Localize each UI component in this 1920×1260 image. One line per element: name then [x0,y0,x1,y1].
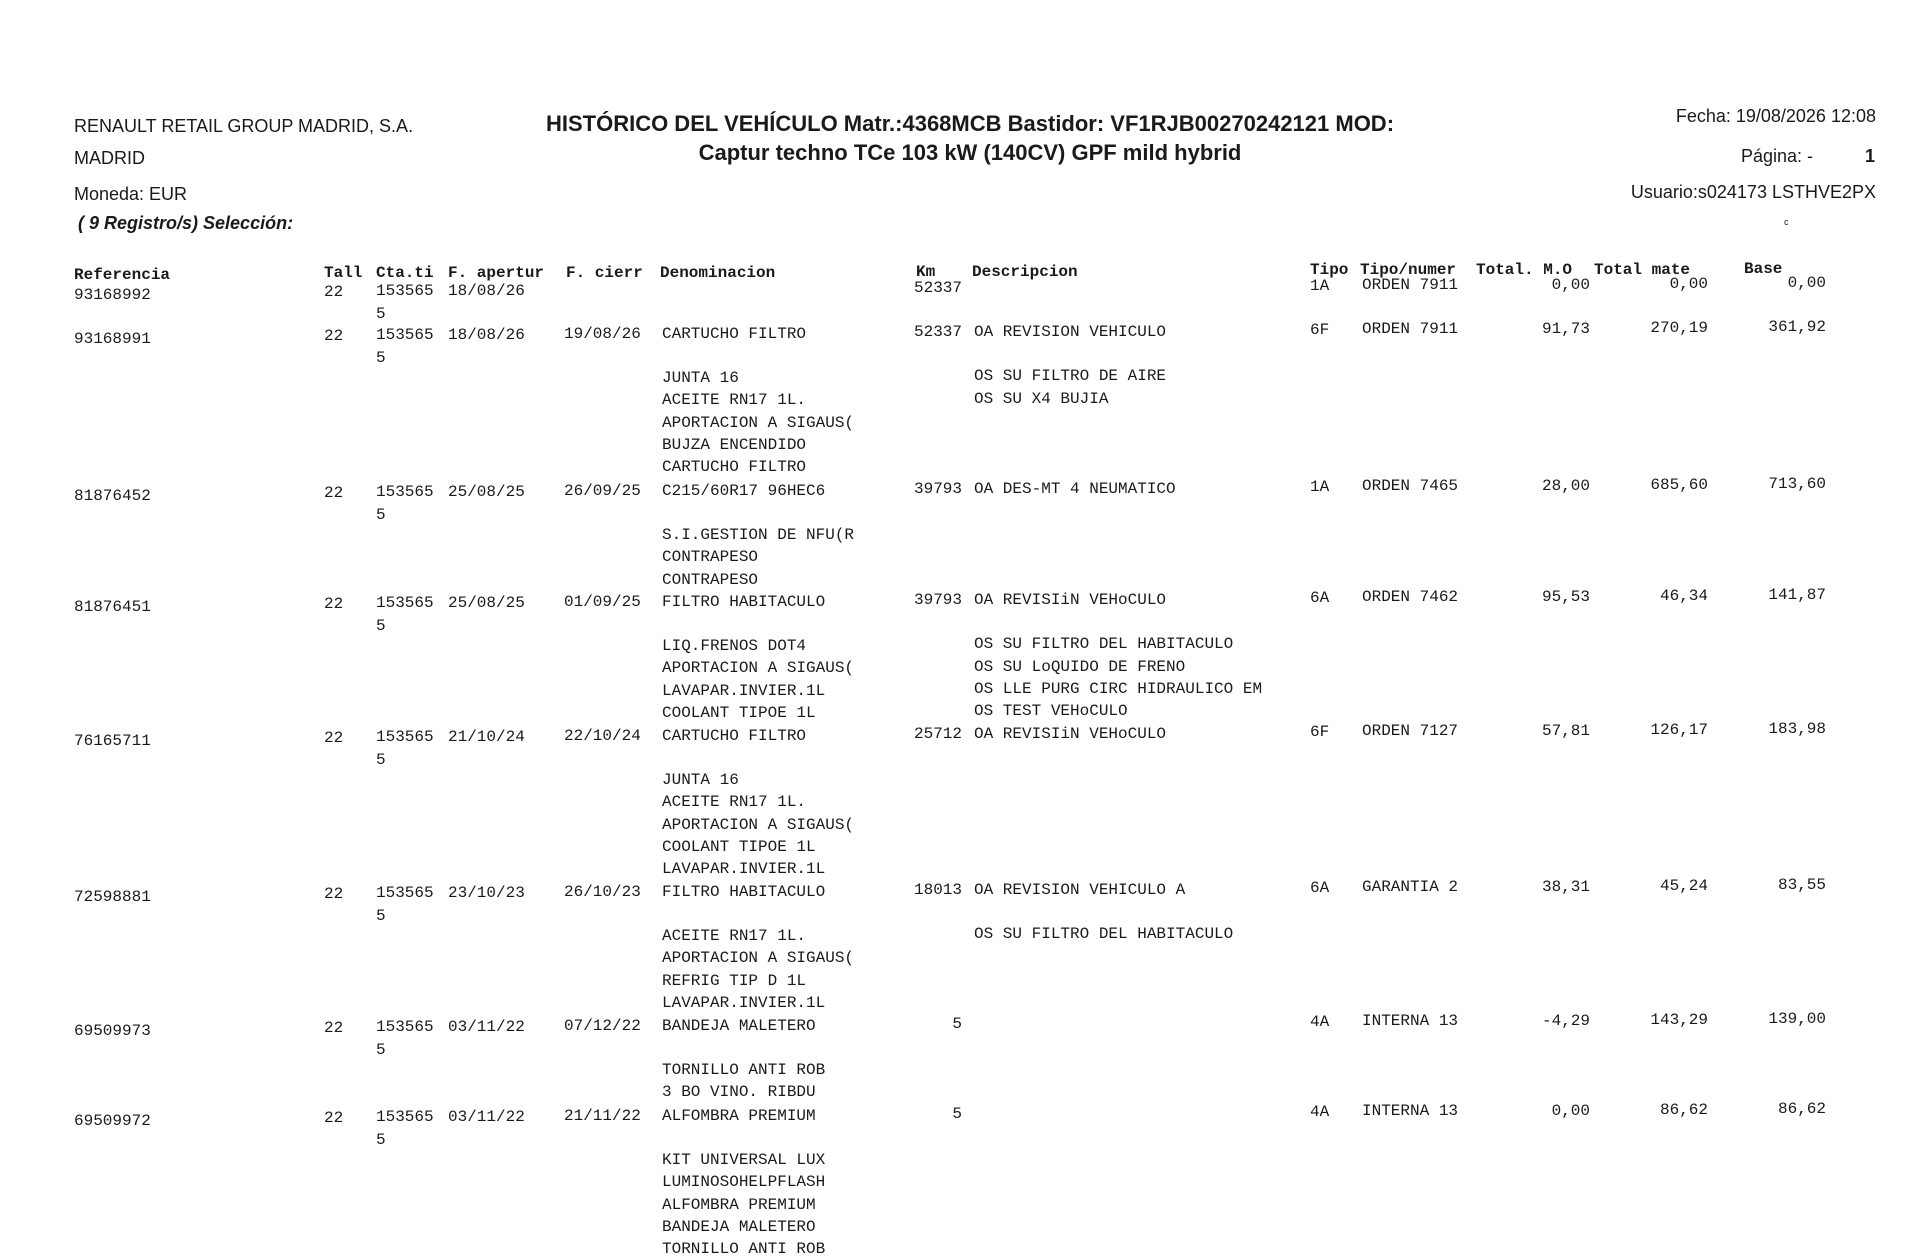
record-reference: 72598881 [74,888,151,906]
record-open-date: 03/11/22 [448,1107,525,1126]
record-item: APORTACION A SIGAUS( [662,815,855,834]
record-close-date: 19/08/26 [564,325,641,344]
record-item: BANDEJA MALETERO [662,1016,816,1035]
record-reference: 76165711 [74,732,151,750]
record-order: ORDEN 7911 [1362,320,1459,339]
record-km: 52337 [913,323,962,341]
record-description: OS TEST VEHoCULO [974,702,1128,721]
record-account: 153565 [376,483,434,502]
record-item: 3 BO VINO. RIBDU [662,1083,816,1102]
record-item: BUJZA ENCENDIDO [662,436,807,454]
record-item: APORTACION A SIGAUS( [662,949,855,968]
record-account: 153565 [376,884,434,903]
record-order: GARANTIA 2 [1362,878,1459,897]
record-material-total: 46,34 [1659,587,1708,605]
user-id: Usuario:s024173 LSTHVE2PX [1630,182,1876,202]
record-account: 153565 [376,326,434,345]
record-description: OA REVISION VEHICULO [974,322,1167,341]
record-account: 153565 [376,282,434,301]
record-item: LAVAPAR.INVIER.1L [662,860,826,879]
record-km: 25712 [913,725,962,743]
record-item: CONTRAPESO [662,548,759,567]
record-material-total: 685,60 [1650,476,1708,494]
record-item: BANDEJA MALETERO [662,1218,816,1236]
record-item: CARTUCHO FILTRO [662,324,807,343]
document-title: HISTÓRICO DEL VEHÍCULO Matr.:4368MCB Bastidor: VF1RJB00270242121 MOD: [545,111,1395,136]
record-item: KIT UNIVERSAL LUX [662,1151,826,1170]
record-material-total: 126,17 [1650,721,1708,739]
record-order: INTERNA 13 [1362,1102,1459,1121]
record-item: COOLANT TIPOE 1L [662,704,816,722]
record-workshop: 22 [324,884,344,903]
record-account: 153565 [376,1108,434,1127]
record-type: 1A [1310,276,1330,295]
record-order: INTERNA 13 [1362,1012,1459,1031]
record-account-suffix: 5 [376,1040,386,1059]
record-material-total: 0,00 [1669,275,1708,293]
record-account: 153565 [376,728,434,747]
record-close-date: 21/11/22 [564,1107,641,1126]
col-referencia: Referencia [74,266,171,284]
record-item: FILTRO HABITACULO [662,592,826,611]
record-account-suffix: 5 [376,906,386,925]
record-account-suffix: 5 [376,750,386,769]
record-account-suffix: 5 [376,1130,386,1149]
record-item: CARTUCHO FILTRO [662,726,807,745]
col-totalmate: Total mate [1594,261,1691,279]
record-item: REFRIG TIP D 1L [662,971,807,990]
record-item: APORTACION A SIGAUS( [662,413,855,432]
record-base: 86,62 [1777,1100,1826,1119]
record-order: ORDEN 7462 [1362,588,1459,607]
record-type: 4A [1310,1102,1330,1121]
record-item: CONTRAPESO [662,570,759,589]
record-close-date: 01/09/25 [564,593,641,612]
record-description: OS SU FILTRO DEL HABITACULO [974,635,1234,654]
record-labour-total: 0,00 [1551,275,1590,294]
record-base: 713,60 [1768,475,1826,494]
record-item: ACEITE RN17 1L. [662,927,807,946]
record-base: 361,92 [1768,318,1826,337]
col-totalmo: Total. M.O [1476,261,1573,279]
record-reference: 81876451 [74,598,151,616]
record-description: OS LLE PURG CIRC HIDRAULICO EM [974,679,1263,698]
record-type: 6F [1310,320,1330,339]
col-ctati: Cta.ti [376,264,434,282]
record-description: OA DES-MT 4 NEUMATICO [974,479,1176,498]
record-open-date: 18/08/26 [448,281,525,300]
record-labour-total: -4,29 [1541,1011,1590,1030]
record-reference: 93168991 [74,330,151,348]
record-open-date: 21/10/24 [448,727,525,746]
record-account-suffix: 5 [376,348,386,367]
record-type: 6A [1310,588,1330,607]
record-base: 0,00 [1787,274,1826,293]
record-item: LAVAPAR.INVIER.1L [662,994,826,1012]
record-open-date: 03/11/22 [448,1017,525,1036]
record-labour-total: 91,73 [1541,319,1590,338]
record-close-date: 26/10/23 [564,883,641,902]
record-base: 139,00 [1768,1010,1826,1029]
record-labour-total: 57,81 [1541,721,1590,740]
company-name: RENAULT RETAIL GROUP MADRID, S.A. [74,116,414,136]
record-account: 153565 [376,594,434,613]
record-account-suffix: 5 [376,616,386,635]
record-description: OS SU FILTRO DEL HABITACULO [974,925,1234,944]
record-item: TORNILLO ANTI ROB [662,1061,826,1080]
record-km: 5 [952,1015,962,1033]
record-account-suffix: 5 [376,304,386,323]
col-tipo: Tipo [1310,261,1349,279]
record-item: ACEITE RN17 1L. [662,391,807,410]
page-label: Página: - [1741,146,1814,166]
record-workshop: 22 [324,483,344,502]
record-item: JUNTA 16 [662,771,739,790]
record-reference: 93168992 [74,286,151,304]
record-account: 153565 [376,1018,434,1037]
col-descripcion: Descripcion [972,263,1078,281]
record-km: 52337 [913,279,962,297]
currency: Moneda: EUR [74,184,188,204]
record-material-total: 270,19 [1650,319,1708,337]
record-workshop: 22 [324,594,344,613]
record-item: LUMINOSOHELPFLASH [662,1173,826,1192]
record-order: ORDEN 7127 [1362,722,1459,741]
record-item: S.I.GESTION DE NFU(R [662,526,855,545]
col-tiponumer: Tipo/numer [1360,261,1457,279]
print-date: Fecha: 19/08/2026 12:08 [1675,106,1876,126]
record-close-date: 26/09/25 [564,482,641,501]
record-item: ALFOMBRA PREMIUM [662,1195,816,1214]
record-open-date: 25/08/25 [448,482,525,501]
record-base: 83,55 [1777,876,1826,895]
vehicle-model: Captur techno TCe 103 kW (140CV) GPF mild hybrid [698,140,1242,165]
record-labour-total: 0,00 [1551,1101,1590,1120]
record-description: OS SU LoQUIDO DE FRENO [974,657,1186,676]
record-item: LIQ.FRENOS DOT4 [662,637,807,656]
record-km: 18013 [913,881,962,899]
record-open-date: 18/08/26 [448,325,525,344]
record-workshop: 22 [324,728,344,747]
record-item: JUNTA 16 [662,369,739,388]
record-description: OA REVISIiN VEHoCULO [974,590,1167,609]
record-description: OS SU FILTRO DE AIRE [974,367,1167,386]
record-reference: 69509973 [74,1022,151,1040]
record-close-date: 22/10/24 [564,727,641,746]
record-material-total: 86,62 [1659,1101,1708,1119]
record-description: OA REVISIiN VEHoCULO [974,724,1167,743]
record-material-total: 45,24 [1659,877,1708,895]
record-item: APORTACION A SIGAUS( [662,659,855,678]
selection-count: ( 9 Registro/s) Selección: [78,213,294,233]
record-item: ALFOMBRA PREMIUM [662,1106,816,1125]
record-base: 141,87 [1768,586,1826,605]
record-close-date: 07/12/22 [564,1017,641,1036]
col-fcierr: F. cierr [566,264,643,282]
record-type: 1A [1310,477,1330,496]
record-km: 39793 [913,480,962,498]
record-type: 4A [1310,1012,1330,1031]
record-labour-total: 38,31 [1541,877,1590,896]
record-workshop: 22 [324,1018,344,1037]
col-tall: Tall [324,264,363,282]
record-reference: 81876452 [74,487,151,505]
record-description: OS SU X4 BUJIA [974,389,1109,408]
record-workshop: 22 [324,282,344,301]
col-base: Base [1744,260,1783,278]
record-item: CARTUCHO FILTRO [662,458,807,477]
record-type: 6F [1310,722,1330,741]
record-description: OA REVISION VEHICULO A [974,880,1186,899]
record-labour-total: 28,00 [1541,476,1590,495]
record-reference: 69509972 [74,1112,151,1130]
record-workshop: 22 [324,326,344,345]
record-base: 183,98 [1768,720,1826,739]
record-open-date: 25/08/25 [448,593,525,612]
col-fapertur: F. apertur [448,264,545,282]
record-item: ACEITE RN17 1L. [662,793,807,812]
record-km: 5 [952,1105,962,1123]
company-city: MADRID [74,148,145,168]
record-order: ORDEN 7911 [1362,276,1459,295]
record-item: TORNILLO ANTI ROB [662,1240,826,1259]
record-type: 6A [1310,878,1330,897]
record-item: C215/60R17 96HEC6 [662,481,826,500]
record-material-total: 143,29 [1650,1011,1708,1029]
record-item: COOLANT TIPOE 1L [662,838,816,856]
record-item: LAVAPAR.INVIER.1L [662,681,826,700]
record-item: FILTRO HABITACULO [662,882,826,901]
record-workshop: 22 [324,1108,344,1127]
scan-mark: ᶜ [1784,216,1789,231]
page-number: 1 [1864,146,1875,166]
record-km: 39793 [913,591,962,609]
col-denominacion: Denominacion [660,264,776,282]
record-account-suffix: 5 [376,505,386,524]
record-labour-total: 95,53 [1541,587,1590,606]
record-order: ORDEN 7465 [1362,477,1459,496]
col-km: Km [916,263,936,281]
record-open-date: 23/10/23 [448,883,525,902]
